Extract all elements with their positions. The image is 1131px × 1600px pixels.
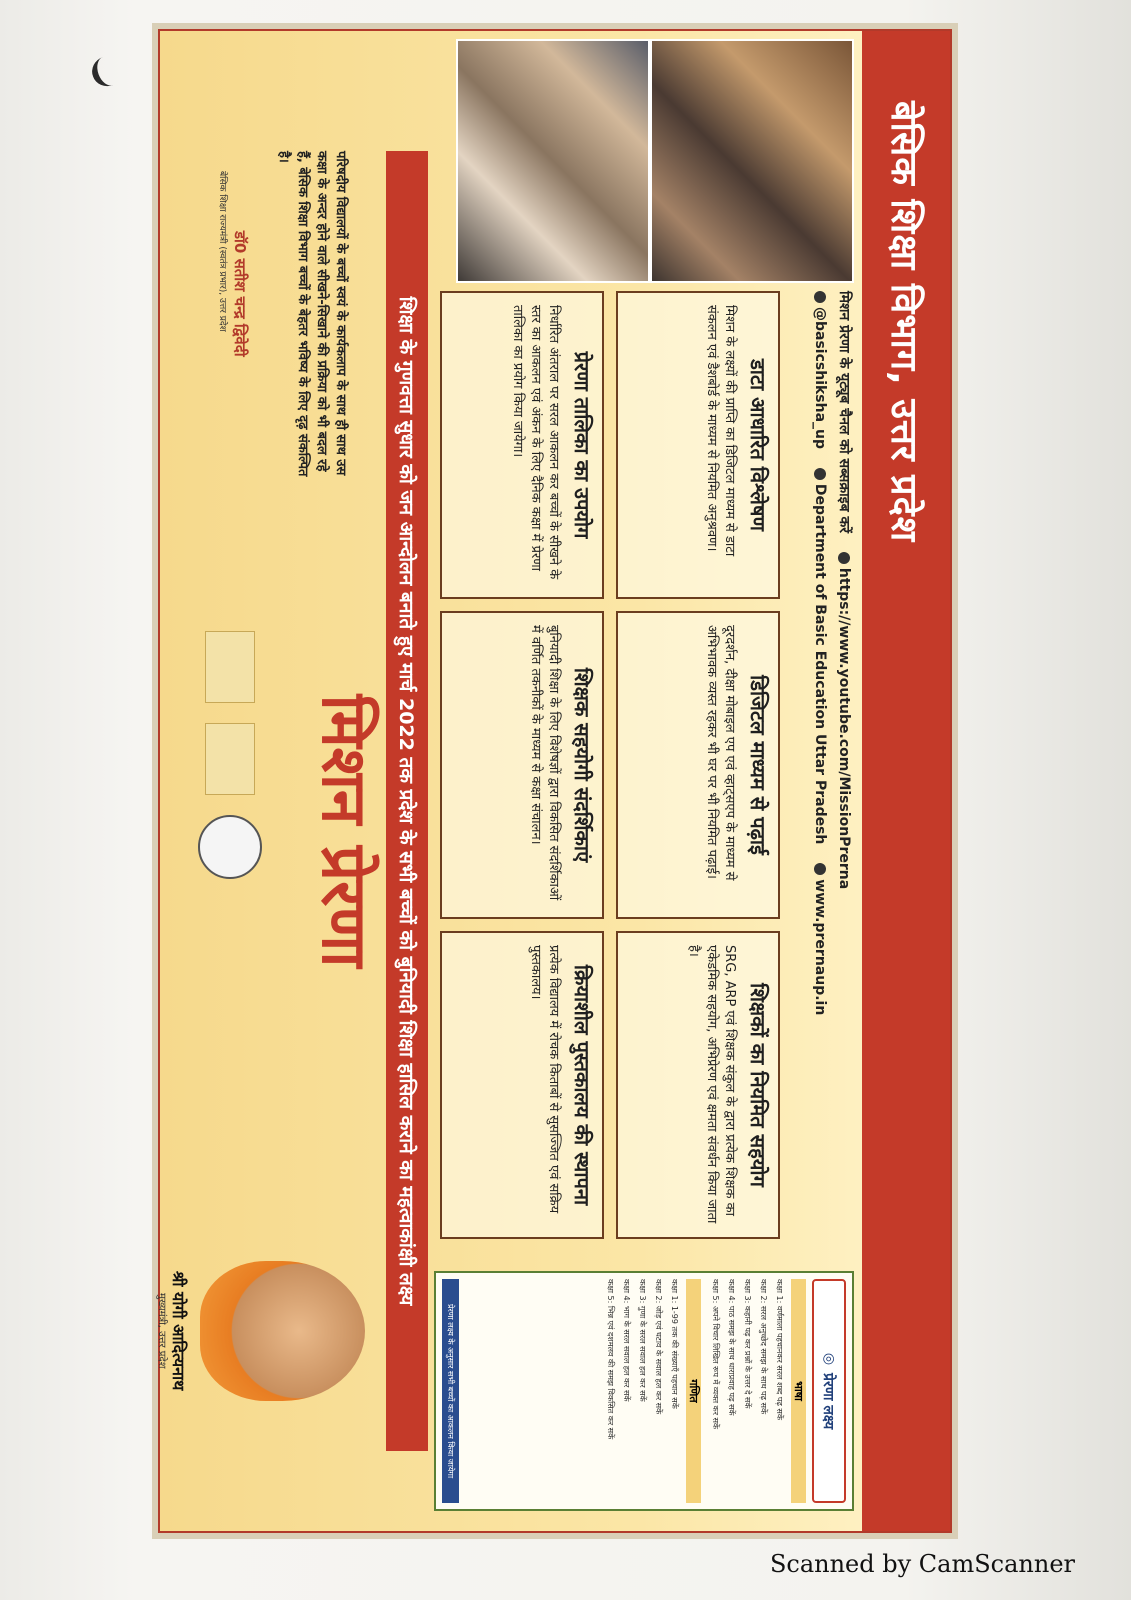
chief-minister-photo bbox=[200, 1261, 365, 1401]
social-links bbox=[798, 291, 856, 1421]
chief-minister-title: मुख्यमंत्री, उत्तर प्रदेश bbox=[156, 1293, 167, 1369]
prerna-lakshya-card bbox=[434, 1271, 854, 1511]
lakshya-row: कक्षा 3: गुणा के सरल सवाल हल कर सकें bbox=[638, 1279, 647, 1402]
box-text: दूरदर्शन, दीक्षा मोबाइल एप एवं व्हाट्सएप के माध्यम से अभिभावक व्यस्त रहकर भी घर पर भी नियमित पढ़ाई। bbox=[704, 625, 737, 881]
box-text: निर्धारित अंतराल पर सरल आकलन कर बच्चों के सीखने के स्तर का आकलन एवं अंकन के लिए दैनिक कक्षा में प्रेरणा तालिका का प्रयोग किया जायेगा। bbox=[510, 305, 561, 580]
minister-title: बेसिक शिक्षा राज्यमंत्री (स्वतंत्र प्रभार), उत्तर प्रदेश bbox=[217, 171, 227, 332]
globe-icon bbox=[814, 863, 826, 875]
box-title: क्रियाशील पुस्तकालय की स्थापना bbox=[570, 964, 594, 1206]
box-title: शिक्षक सहयोगी संदर्शिकाएं bbox=[570, 667, 594, 863]
lakshya-row: कक्षा 5: अपने विचार लिखित रूप में व्यक्त कर सकें bbox=[711, 1279, 720, 1430]
school-chalo-logo bbox=[205, 631, 255, 703]
mission-goal-strip: शिक्षा के गुणवत्ता सुधार को जन आन्दोलन बनाते हुए मार्च 2022 तक प्रदेश के सभी बच्चों को बुनियादी शिक्षा हासिल कराने का महत्वाकांक्षी लक्ष्य bbox=[386, 151, 428, 1451]
chief-minister-name: श्री योगी आदित्यनाथ bbox=[169, 1271, 188, 1391]
facebook-icon bbox=[814, 468, 826, 480]
event-photo-2 bbox=[456, 39, 650, 283]
box-title: शिक्षकों का नियमित सहयोग bbox=[746, 983, 770, 1187]
info-box-teacher-support bbox=[616, 931, 780, 1239]
lakshya-section-language: भाषा bbox=[791, 1279, 806, 1503]
lakshya-row: कक्षा 5: भिन्न एवं दशमलव की समझ विकसित कर सकें bbox=[606, 1279, 615, 1440]
lakshya-section-maths: गणित bbox=[686, 1279, 701, 1503]
info-box-digital bbox=[616, 611, 780, 919]
minister-name: डॉ0 सतीश चन्द्र द्विवेदी bbox=[231, 231, 249, 357]
lakshya-header bbox=[812, 1279, 846, 1503]
lakshya-row: कक्षा 1: 1-99 तक की संख्याएँ पहचान सकें bbox=[670, 1279, 679, 1409]
box-text: मिशन के लक्ष्यों की प्राप्ति का डिजिटल माध्यम से डाटा संकलन एवं डैशबोर्ड के माध्यम से नियमित अनुश्रवण। bbox=[704, 305, 737, 557]
lakshya-row: कक्षा 1: वर्णमाला पहचानकर सरल शब्द पढ़ सकें bbox=[775, 1279, 784, 1420]
subscribe-text: मिशन प्रेरणा के यूट्यूब चैनल को सब्सक्राइब करें bbox=[836, 291, 852, 533]
box-title: डिजिटल माध्यम से पढ़ाई bbox=[746, 675, 770, 855]
event-photo-1 bbox=[650, 39, 854, 283]
facebook-link[interactable]: Department of Basic Education Uttar Pradesh bbox=[812, 483, 828, 845]
logo-row bbox=[190, 631, 270, 991]
department-band bbox=[862, 31, 950, 1531]
info-box-prerna-table bbox=[440, 291, 604, 599]
up-government-emblem bbox=[198, 815, 262, 879]
minister-quote: परिषदीय विद्यालयों के बच्चों स्वयं के कार्यकलाप के साथ ही साथ उस कक्षा के अन्दर होने वाले सीखने-सिखाने की प्रक्रिया को भी बदल रहे हैं, बेसिक शिक्षा विभाग बच्चों के बेहतर भविष्य के लिए दृढ़ संकल्पित है। bbox=[276, 151, 348, 477]
department-name: बेसिक शिक्षा विभाग, उत्तर प्रदेश bbox=[883, 101, 925, 543]
box-text: प्रत्येक विद्यालय में रोचक किताबों से सुसज्जित एवं सक्रिय पुस्तकालय। bbox=[528, 945, 561, 1214]
twitter-link[interactable]: @basicshiksha_up bbox=[812, 307, 828, 450]
box-text: SRG, ARP एवं शिक्षक संकुल के द्वारा प्रत्येक शिक्षक का एकेडमिक सहयोग, अभिप्रेरण एवं क्षमता संवर्धन किया जाता है। bbox=[686, 945, 737, 1224]
lakshya-footer: प्रेरणा लक्ष्य के अनुसार सभी बच्चों का आकलन किया जायेगा bbox=[442, 1279, 459, 1503]
lakshya-row: कक्षा 4: पाठ समझ के साथ धाराप्रवाह पढ़ सकें bbox=[727, 1279, 736, 1416]
scanner-credit: Scanned by CamScanner bbox=[769, 1550, 1075, 1578]
lakshya-row: कक्षा 2: जोड़ एवं घटाव के सवाल हल कर सकें bbox=[654, 1279, 663, 1415]
samagra-shiksha-logo bbox=[205, 723, 255, 795]
headline-mission-prerna: मिशन प्रेरणा bbox=[308, 694, 381, 968]
mission-prerna-advertisement bbox=[158, 29, 952, 1533]
youtube-icon bbox=[838, 552, 850, 564]
box-text: बुनियादी शिक्षा के लिए विशेषज्ञों द्वारा विकसित संदर्शिकाओं में वर्णित तकनीकों के माध्यम से कक्षा संचालन। bbox=[528, 625, 561, 901]
info-box-teacher-guides bbox=[440, 611, 604, 919]
twitter-icon bbox=[814, 291, 826, 303]
info-box-library bbox=[440, 931, 604, 1239]
target-icon: ◎ bbox=[821, 1352, 837, 1366]
info-box-data-analysis bbox=[616, 291, 780, 599]
box-title: प्रेरणा तालिका का उपयोग bbox=[570, 351, 594, 539]
youtube-link[interactable]: https://www.youtube.com/MissionPrerna bbox=[836, 567, 852, 890]
box-title: डाटा आधारित विश्लेषण bbox=[746, 359, 770, 531]
website-link[interactable]: www.prernaup.in bbox=[812, 879, 828, 1016]
lakshya-row: कक्षा 4: भाग के सरल सवाल हल कर सकें bbox=[622, 1279, 631, 1402]
lakshya-row: कक्षा 2: सरल अनुच्छेद समझ के साथ पढ़ सकें bbox=[759, 1279, 768, 1415]
lakshya-title: प्रेरणा लक्ष्य bbox=[820, 1373, 837, 1430]
lakshya-row: कक्षा 3: कहानी पढ़ कर प्रश्नों के उत्तर दे सकें bbox=[743, 1279, 752, 1409]
